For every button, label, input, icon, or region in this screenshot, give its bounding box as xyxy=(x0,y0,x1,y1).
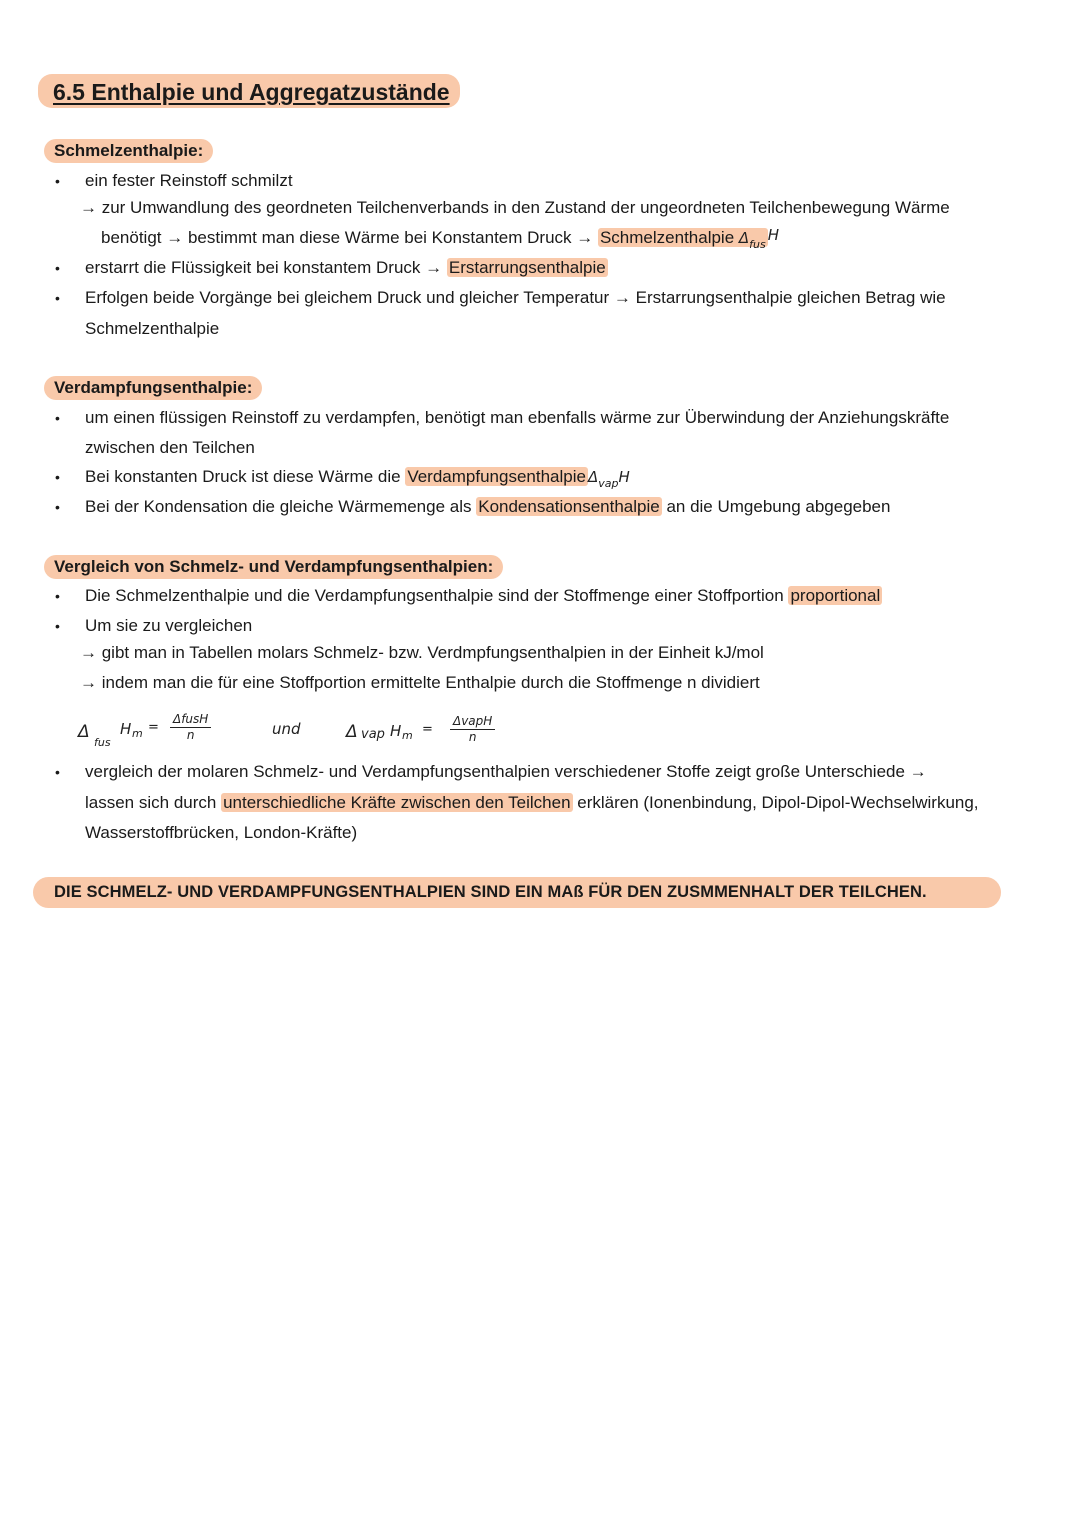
s2-line-4-text-end: an die Umgebung abgegeben xyxy=(661,497,891,516)
delta-symbol: Δ xyxy=(346,722,358,742)
bullet-marker: • xyxy=(55,410,60,426)
bullet-marker: • xyxy=(55,260,60,276)
equals-sign: = xyxy=(148,720,159,735)
s2-line-4 xyxy=(85,496,890,518)
subscript-fus: fus xyxy=(94,736,111,749)
highlight-schmelzenthalpie xyxy=(598,228,768,251)
heading-vergleich: Vergleich von Schmelz- und Verdampfungsenthalpien: xyxy=(44,555,503,579)
fraction-numerator: ΔvapH xyxy=(450,714,495,730)
s3-line-6-text-end: erklären (Ionenbindung, Dipol-Dipol-Wechselwirkung, xyxy=(572,793,979,812)
s1-line-3-text: benötigt → bestimmt man diese Wärme bei Konstantem Druck → xyxy=(101,228,598,247)
s3-line-6-text: lassen sich durch xyxy=(85,793,222,812)
subscript-fus: fus xyxy=(749,238,766,251)
s3-line-1 xyxy=(85,585,882,607)
highlight-verdampfungsenthalpie: Verdampfungsenthalpie xyxy=(407,467,586,486)
s1-line-2: → zur Umwandlung des geordneten Teilchenverbands in den Zustand der ungeordneten Teilchenbewegung Wärme xyxy=(80,198,950,217)
bullet-marker: • xyxy=(55,499,60,515)
fraction-numerator: ΔfusH xyxy=(170,712,211,728)
symbol-h: H xyxy=(120,720,132,738)
highlight-proportional: proportional xyxy=(790,586,881,605)
equals-sign: = xyxy=(422,722,433,737)
bullet-marker: • xyxy=(55,469,60,485)
symbol-h: H xyxy=(618,468,630,486)
bullet-marker: • xyxy=(55,764,60,780)
bullet-marker: • xyxy=(55,173,60,189)
bullet-marker: • xyxy=(55,618,60,634)
s1-line-1: ein fester Reinstoff schmilzt xyxy=(85,171,293,190)
s1-line-4-text: erstarrt die Flüssigkeit bei konstantem Druck → xyxy=(85,258,447,277)
conclusion-banner: DIE SCHMELZ- UND VERDAMPFUNGSENTHALPIEN SIND EIN MAß FÜR DEN ZUSMMENHALT DER TEILCHEN. xyxy=(33,877,1001,908)
delta-symbol: Δ xyxy=(78,722,90,742)
symbol-h: H xyxy=(390,722,402,740)
bullet-marker: • xyxy=(55,290,60,306)
subscript-m: m xyxy=(132,727,143,740)
s2-line-3 xyxy=(85,466,630,490)
fraction-denominator: n xyxy=(468,730,477,744)
s1-line-3 xyxy=(101,227,779,251)
s1-line-6: Schmelzenthalpie xyxy=(85,319,220,338)
s3-line-1-text: Die Schmelzenthalpie und die Verdampfungsenthalpie sind der Stoffmenge einer Stoffportion xyxy=(85,586,789,605)
s2-line-1: um einen flüssigen Reinstoff zu verdampfen, benötigt man ebenfalls wärme zur Überwindung der Anziehungskräfte xyxy=(85,408,950,427)
fraction-fus xyxy=(170,712,211,742)
formula-und: und xyxy=(272,720,301,738)
s3-line-2: Um sie zu vergleichen xyxy=(85,616,253,635)
formula-vap xyxy=(346,708,516,752)
s3-line-3: → gibt man in Tabellen molars Schmelz- bzw. Verdmpfungsenthalpien in der Einheit kJ/mol xyxy=(80,643,764,662)
formula-fus xyxy=(78,708,238,752)
s2-line-4-text: Bei der Kondensation die gleiche Wärmemenge als xyxy=(85,497,477,516)
delta-symbol: Δ xyxy=(587,468,599,486)
fraction-denominator: n xyxy=(186,728,195,742)
s3-line-7: Wasserstoffbrücken, London-Kräfte) xyxy=(85,823,358,842)
s3-line-6 xyxy=(85,792,979,814)
s1-line-5: Erfolgen beide Vorgänge bei gleichem Druck und gleicher Temperatur → Erstarrungsenthalpie gleichen Betrag wie xyxy=(85,288,946,307)
fraction-vap xyxy=(450,714,495,744)
highlight-kondensationsenthalpie: Kondensationsenthalpie xyxy=(478,497,660,516)
s3-line-4: → indem man die für eine Stoffportion ermittelte Enthalpie durch die Stoffmenge n dividiert xyxy=(80,673,760,692)
s1-line-4 xyxy=(85,257,608,279)
subscript-vap: vap xyxy=(598,477,619,490)
subscript-vap: vap xyxy=(361,727,385,742)
delta-symbol: Δ xyxy=(738,229,750,247)
page-title: 6.5 Enthalpie und Aggregatzustände xyxy=(38,74,460,108)
bullet-marker: • xyxy=(55,588,60,604)
s3-line-5: vergleich der molaren Schmelz- und Verdampfungsenthalpien verschiedener Stoffe zeigt große Unterschiede → xyxy=(85,762,927,781)
s2-line-2: zwischen den Teilchen xyxy=(85,438,255,457)
heading-verdampfungsenthalpie: Verdampfungsenthalpie: xyxy=(44,376,262,400)
highlight-erstarrungsenthalpie: Erstarrungsenthalpie xyxy=(448,258,606,277)
s2-line-3-text: Bei konstanten Druck ist diese Wärme die xyxy=(85,467,406,486)
subscript-m: m xyxy=(402,729,413,742)
symbol-h: H xyxy=(767,226,780,244)
highlight-text: Schmelzenthalpie xyxy=(599,228,739,247)
heading-schmelzenthalpie: Schmelzenthalpie: xyxy=(44,139,213,163)
highlight-kraefte: unterschiedliche Kräfte zwischen den Teilchen xyxy=(223,793,571,812)
